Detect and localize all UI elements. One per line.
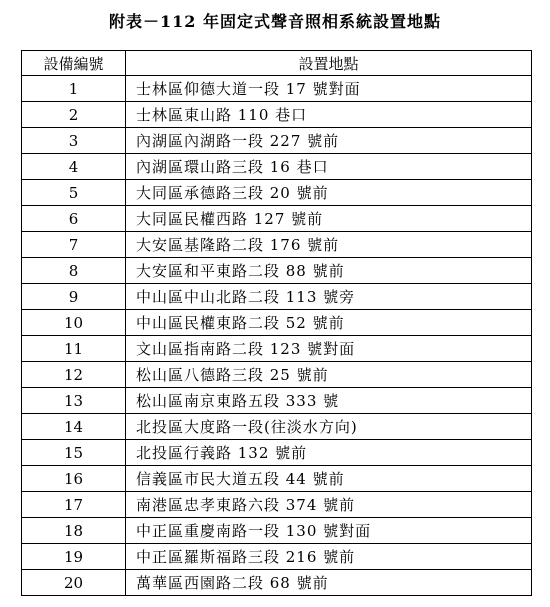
device-id-cell: 5 (22, 180, 126, 206)
device-id-cell: 4 (22, 154, 126, 180)
location-cell: 中山區民權東路二段 52 號前 (126, 310, 532, 336)
table-row (22, 414, 532, 440)
device-id-cell: 13 (22, 388, 126, 414)
table-row (22, 466, 532, 492)
location-cell: 士林區仰德大道一段 17 號對面 (126, 76, 532, 102)
location-cell: 中正區羅斯福路三段 216 號前 (126, 544, 532, 570)
table-row (22, 518, 532, 544)
device-id-cell: 12 (22, 362, 126, 388)
table-row (22, 336, 532, 362)
table-row (22, 102, 532, 128)
document-title: 附表－112 年固定式聲音照相系統設置地點 (109, 12, 441, 31)
location-cell: 南港區忠孝東路六段 374 號前 (126, 492, 532, 518)
location-cell: 松山區南京東路五段 333 號 (126, 388, 532, 414)
table-row (22, 362, 532, 388)
device-id-cell: 2 (22, 102, 126, 128)
location-cell: 大安區和平東路二段 88 號前 (126, 258, 532, 284)
table-row (22, 388, 532, 414)
table-row (22, 76, 532, 102)
location-cell: 內湖區環山路三段 16 巷口 (126, 154, 532, 180)
table-row (22, 544, 532, 570)
device-id-cell: 10 (22, 310, 126, 336)
device-id-cell: 20 (22, 570, 126, 596)
table-row (22, 284, 532, 310)
location-cell: 信義區市民大道五段 44 號前 (126, 466, 532, 492)
location-cell: 文山區指南路二段 123 號對面 (126, 336, 532, 362)
header-device-id: 設備編號 (22, 51, 126, 76)
table-header-row (22, 51, 532, 76)
device-id-cell: 1 (22, 76, 126, 102)
location-cell: 士林區東山路 110 巷口 (126, 102, 532, 128)
location-cell: 萬華區西園路二段 68 號前 (126, 570, 532, 596)
table-row (22, 154, 532, 180)
device-id-cell: 17 (22, 492, 126, 518)
location-cell: 北投區大度路一段(往淡水方向) (126, 414, 532, 440)
location-cell: 大安區基隆路二段 176 號前 (126, 232, 532, 258)
device-id-cell: 15 (22, 440, 126, 466)
location-cell: 大同區民權西路 127 號前 (126, 206, 532, 232)
device-id-cell: 18 (22, 518, 126, 544)
location-cell: 內湖區內湖路一段 227 號前 (126, 128, 532, 154)
location-table (21, 50, 532, 596)
location-cell: 松山區八德路三段 25 號前 (126, 362, 532, 388)
device-id-cell: 19 (22, 544, 126, 570)
table-row (22, 128, 532, 154)
table-row (22, 258, 532, 284)
table-row (22, 206, 532, 232)
table-row (22, 232, 532, 258)
header-location: 設置地點 (126, 51, 532, 76)
table-row (22, 310, 532, 336)
device-id-cell: 7 (22, 232, 126, 258)
device-id-cell: 14 (22, 414, 126, 440)
location-cell: 大同區承德路三段 20 號前 (126, 180, 532, 206)
device-id-cell: 11 (22, 336, 126, 362)
table-row (22, 180, 532, 206)
location-cell: 中正區重慶南路一段 130 號對面 (126, 518, 532, 544)
location-cell: 中山區中山北路二段 113 號旁 (126, 284, 532, 310)
table-row (22, 440, 532, 466)
device-id-cell: 8 (22, 258, 126, 284)
device-id-cell: 6 (22, 206, 126, 232)
table-row (22, 570, 532, 596)
device-id-cell: 9 (22, 284, 126, 310)
device-id-cell: 16 (22, 466, 126, 492)
location-cell: 北投區行義路 132 號前 (126, 440, 532, 466)
device-id-cell: 3 (22, 128, 126, 154)
table-row (22, 492, 532, 518)
